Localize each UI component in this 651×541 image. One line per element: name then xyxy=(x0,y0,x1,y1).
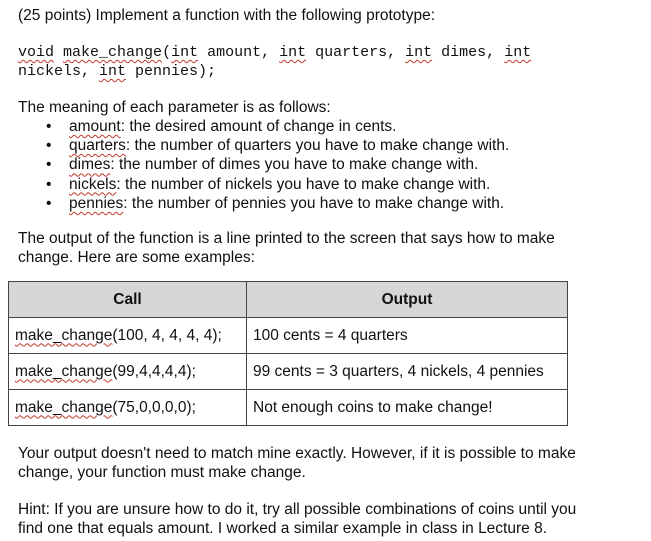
function-name: make_change xyxy=(15,362,113,380)
param-name: dimes xyxy=(69,156,111,174)
header-output: Output xyxy=(247,282,568,318)
code-token: int xyxy=(504,44,532,61)
list-item xyxy=(46,194,509,213)
param-desc: : the number of pennies you have to make change with. xyxy=(123,194,505,212)
param-name: amount xyxy=(69,118,121,135)
code-token: int xyxy=(171,44,199,61)
output-description-line-1: The output of the function is a line printed to the screen that says how to make xyxy=(18,230,555,247)
hint-line-1: Hint: If you are unsure how to do it, try all possible combinations of coins until you xyxy=(18,501,577,518)
output-cell: 100 cents = 4 quarters xyxy=(247,318,568,354)
call-args: (75,0,0,0,0); xyxy=(112,398,196,416)
output-cell: Not enough coins to make change! xyxy=(247,390,568,426)
code-token: ( xyxy=(162,44,172,61)
function-name: make_change xyxy=(15,398,113,416)
call-cell xyxy=(9,318,247,354)
param-desc: : the desired amount of change in cents. xyxy=(120,118,397,135)
note-line-2: change, your function must make change. xyxy=(18,464,306,481)
parameter-list xyxy=(46,117,509,213)
param-name: quarters xyxy=(69,137,126,155)
params-intro: The meaning of each parameter is as follows: xyxy=(18,99,331,116)
call-args: (100, 4, 4, 4, 4); xyxy=(112,326,222,344)
code-token: int xyxy=(279,44,307,61)
hint-line-2: find one that equals amount. I worked a similar example in class in Lecture 8. xyxy=(18,520,547,537)
note-line-1: Your output doesn't need to match mine exactly. However, if it is possible to make xyxy=(18,445,576,462)
table-row xyxy=(9,318,568,354)
table-row xyxy=(9,354,568,390)
examples-table xyxy=(8,281,568,426)
bullet-icon: • xyxy=(46,175,52,193)
call-cell xyxy=(9,354,247,390)
param-desc: : the number of quarters you have to make change with. xyxy=(125,137,510,155)
bullet-icon: • xyxy=(46,194,52,212)
list-item xyxy=(46,136,509,155)
bullet-icon: • xyxy=(46,156,52,174)
code-token: dimes, xyxy=(432,44,505,61)
param-desc: : the number of dimes you have to make change with. xyxy=(110,156,479,174)
function-name: make_change xyxy=(15,326,113,344)
list-item xyxy=(46,175,509,194)
call-cell xyxy=(9,390,247,426)
code-token xyxy=(54,44,63,61)
bullet-icon: • xyxy=(46,137,52,155)
output-cell: 99 cents = 3 quarters, 4 nickels, 4 pennies xyxy=(247,354,568,390)
bullet-icon: • xyxy=(46,118,52,135)
list-item xyxy=(46,155,509,174)
code-token: int xyxy=(99,63,127,80)
header-call: Call xyxy=(9,282,247,318)
table-header-row xyxy=(9,282,568,318)
param-desc: : the number of nickels you have to make change with. xyxy=(116,175,491,193)
param-name: pennies xyxy=(69,194,124,212)
code-token: int xyxy=(405,44,433,61)
prototype-line-1 xyxy=(18,43,531,62)
code-token: amount, xyxy=(198,44,280,61)
code-token: quarters, xyxy=(306,44,406,61)
call-args: (99,4,4,4,4); xyxy=(112,362,196,380)
code-token: nickels, xyxy=(18,63,100,80)
list-item xyxy=(46,117,509,136)
output-description-line-2: change. Here are some examples: xyxy=(18,249,255,266)
param-name: nickels xyxy=(69,175,117,193)
code-token: pennies); xyxy=(126,63,217,80)
code-token: make_change xyxy=(63,44,163,61)
prototype-line-2 xyxy=(18,62,216,81)
question-title: (25 points) Implement a function with the following prototype: xyxy=(18,7,436,24)
code-token: void xyxy=(18,44,55,61)
table-row xyxy=(9,390,568,426)
